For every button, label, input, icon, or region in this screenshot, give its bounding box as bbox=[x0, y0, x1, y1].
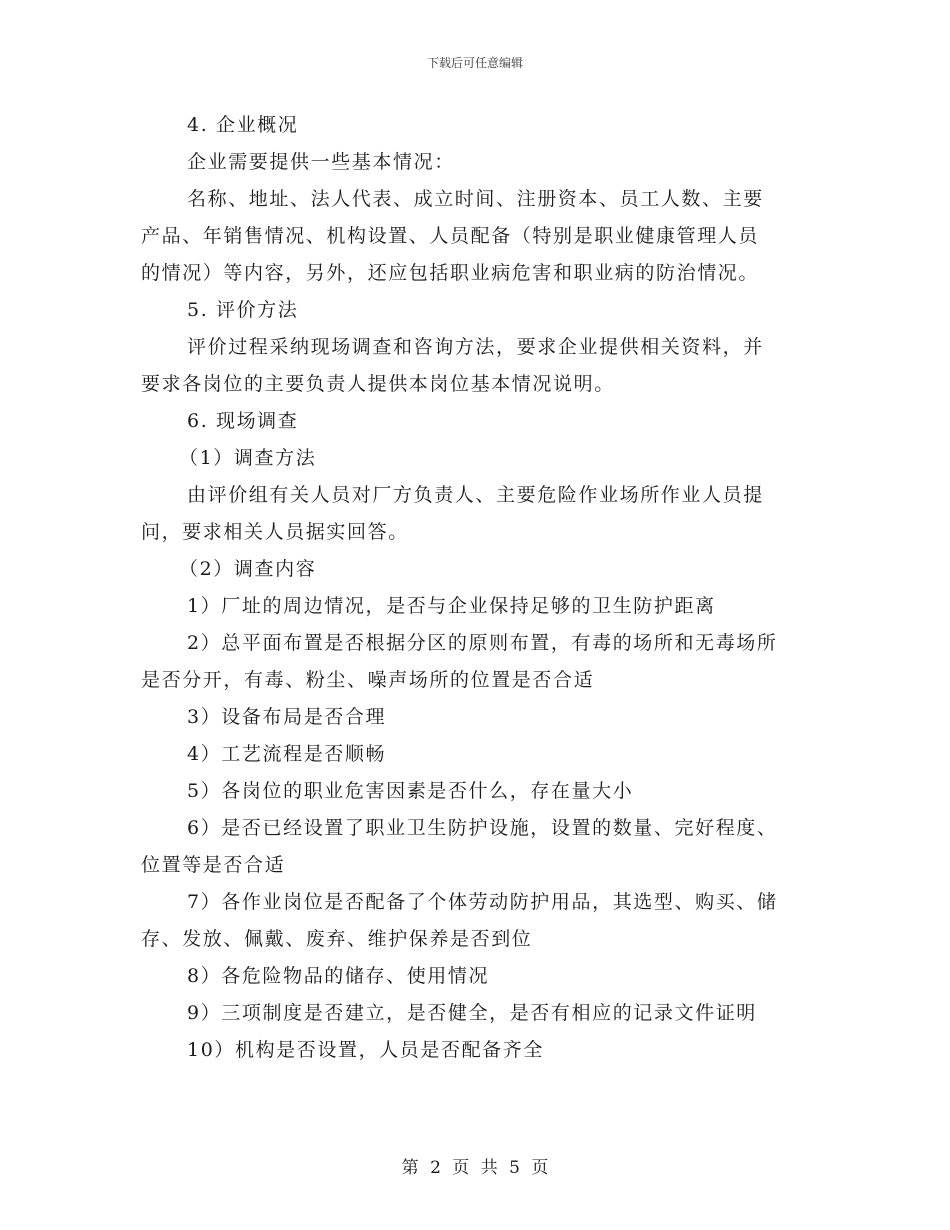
page-number-footer: 第 2 页 共 5 页 bbox=[401, 1158, 549, 1178]
list-item: 4）工艺流程是否顺畅 bbox=[187, 743, 387, 765]
list-item: 6）是否已经设置了职业卫生防护设施，设置的数量、完好程度、 bbox=[187, 817, 778, 839]
list-item: 2）总平面布置是否根据分区的原则布置，有毒的场所和无毒场所 bbox=[187, 632, 778, 654]
paragraph-line: 产品、年销售情况、机构设置、人员配备（特别是职业健康管理人员 bbox=[141, 225, 760, 247]
list-item: 8）各危险物品的储存、使用情况 bbox=[187, 965, 490, 987]
section-heading-company-overview: 4. 企业概况 bbox=[187, 114, 299, 136]
section-heading-site-survey: 6. 现场调查 bbox=[187, 410, 299, 432]
list-item: 9）三项制度是否建立，是否健全，是否有相应的记录文件证明 bbox=[187, 1002, 757, 1024]
section-heading-evaluation-method: 5. 评价方法 bbox=[187, 299, 299, 321]
paragraph-line: 企业需要提供一些基本情况： bbox=[187, 151, 455, 173]
paragraph-line: 问，要求相关人员据实回答。 bbox=[141, 521, 409, 543]
list-item: 5）各岗位的职业危害因素是否什么，存在量大小 bbox=[187, 780, 634, 802]
list-item-continuation: 位置等是否合适 bbox=[141, 854, 286, 876]
list-item-continuation: 是否分开，有毒、粉尘、噪声场所的位置是否合适 bbox=[141, 669, 595, 691]
subsection-heading-survey-method: （1）调查方法 bbox=[179, 447, 317, 469]
paragraph-line: 评价过程采纳现场调查和咨询方法，要求企业提供相关资料，并 bbox=[187, 336, 764, 358]
paragraph-line: 由评价组有关人员对厂方负责人、主要危险作业场所作业人员提 bbox=[187, 484, 764, 506]
subsection-heading-survey-content: （2）调查内容 bbox=[179, 558, 317, 580]
list-item: 10）机构是否设置，人员是否配备齐全 bbox=[187, 1039, 544, 1061]
list-item-continuation: 存、发放、佩戴、废弃、维护保养是否到位 bbox=[141, 928, 533, 950]
list-item: 3）设备布局是否合理 bbox=[187, 706, 387, 728]
paragraph-line: 名称、地址、法人代表、成立时间、注册资本、员工人数、主要 bbox=[187, 188, 764, 210]
paragraph-line: 要求各岗位的主要负责人提供本岗位基本情况说明。 bbox=[141, 373, 615, 395]
page-header: 下载后可任意编辑 bbox=[426, 56, 523, 70]
paragraph-line: 的情况）等内容，另外，还应包括职业病危害和职业病的防治情况。 bbox=[141, 262, 760, 284]
list-item: 1）厂址的周边情况，是否与企业保持足够的卫生防护距离 bbox=[187, 595, 716, 617]
document-body bbox=[141, 107, 809, 1069]
list-item: 7）各作业岗位是否配备了个体劳动防护用品，其选型、购买、储 bbox=[187, 891, 778, 913]
